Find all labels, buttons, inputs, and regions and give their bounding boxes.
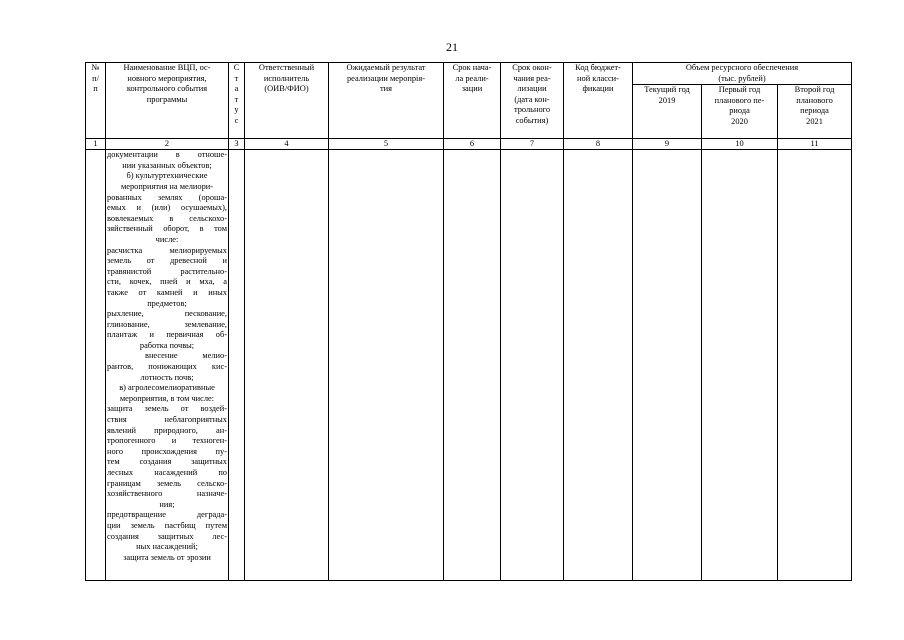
- header-line: тия: [380, 84, 392, 94]
- body-text-line: создания защитных лес-: [107, 531, 227, 541]
- header-line: зации: [461, 84, 483, 94]
- column-number: 1: [86, 139, 106, 150]
- header-number: [86, 63, 106, 139]
- body-text-line: хозяйственного назначе-: [107, 489, 227, 499]
- body-text-line: мероприятия, в том числе:: [119, 393, 215, 403]
- header-start-date: [444, 63, 501, 139]
- header-line: т: [234, 94, 239, 104]
- column-number-row: [86, 139, 852, 150]
- body-text-line: предотвращение деграда-: [107, 510, 227, 520]
- body-text-line: рантов, понижающих кис-: [107, 362, 227, 372]
- body-text-line: б) культуртехнические: [126, 171, 208, 181]
- header-executor: [245, 63, 329, 139]
- header-line: события): [515, 115, 549, 125]
- body-text-line: предметов;: [147, 298, 187, 308]
- body-text-line: ного происхождения пу-: [107, 446, 227, 456]
- body-cell-11: [778, 150, 852, 581]
- header-line: чания реа-: [513, 73, 551, 83]
- header-line: (дата кон-: [514, 94, 550, 104]
- body-text-line: вовлекаемых в сельскохо-: [107, 213, 227, 223]
- column-number: 6: [444, 139, 501, 150]
- header-line: периода: [800, 106, 829, 116]
- body-text-line: мероприятия на мелиори-: [120, 181, 214, 191]
- header-line: (тыс. рублей): [718, 73, 766, 83]
- body-text-line: защита земель от эрозии: [123, 552, 211, 562]
- body-text-line: границам земель сельско-: [107, 478, 227, 488]
- header-line: п/: [92, 73, 99, 83]
- header-line: Код бюджет-: [575, 63, 621, 72]
- column-number: 8: [564, 139, 633, 150]
- body-text-line: тропогенного и техноген-: [107, 436, 227, 446]
- body-text-line: ствия неблагоприятных: [107, 415, 227, 425]
- body-cell-7: [501, 150, 564, 581]
- page-number: 21: [446, 40, 458, 54]
- header-line: 2020: [731, 116, 748, 126]
- header-line: С: [233, 63, 240, 72]
- header-line: 2019: [658, 95, 676, 105]
- header-line: п: [93, 84, 98, 94]
- body-cell-4: [245, 150, 329, 581]
- header-line: у: [234, 105, 239, 115]
- column-number: 3: [229, 139, 245, 150]
- header-line: Текущий год: [644, 85, 690, 95]
- body-text-line: зяйственный оборот, в том: [107, 224, 227, 234]
- header-line: а: [234, 84, 239, 94]
- column-number: 7: [501, 139, 564, 150]
- header-line: Объем ресурсного обеспечения: [685, 63, 799, 72]
- body-text-line: также от камней и иных: [107, 287, 227, 297]
- body-text-line: ции земель пастбищ путем: [107, 520, 227, 530]
- header-line: риода: [729, 106, 750, 116]
- body-text-line: документации в отноше-: [107, 150, 227, 160]
- column-number: 4: [245, 139, 329, 150]
- body-cell-9: [633, 150, 702, 581]
- body-cell-8: [564, 150, 633, 581]
- header-line: ной класси-: [577, 73, 619, 83]
- column-number: 5: [329, 139, 444, 150]
- header-line: планового: [796, 95, 833, 105]
- header-year-2020: [702, 85, 778, 139]
- header-line: 2021: [806, 116, 823, 126]
- header-end-date: [501, 63, 564, 139]
- body-text-line: рыхление, пескование,: [107, 309, 227, 319]
- header-line: Срок окон-: [512, 63, 552, 72]
- header-line: реализации меропрія-: [346, 73, 426, 83]
- header-line: программы: [146, 94, 188, 104]
- body-text-line: лотность почв;: [140, 372, 194, 382]
- header-line: Второй год: [794, 85, 835, 95]
- body-text-line: лесных насаждений по: [107, 468, 227, 477]
- program-table: [85, 62, 852, 581]
- header-line: фикации: [582, 84, 614, 94]
- body-text-line: сти, кочек, пней и мха, а: [107, 277, 227, 287]
- body-cell-3: [229, 150, 245, 581]
- header-line: Ожидаемый результат: [346, 63, 426, 72]
- body-cell-1: [86, 150, 106, 581]
- header-line: планового пе-: [714, 95, 765, 105]
- body-text-line: травянистой растительно-: [107, 266, 227, 276]
- header-line: т: [234, 73, 239, 83]
- body-text-line: в) агролесомелиоративные: [119, 383, 215, 393]
- header-line: с: [234, 115, 239, 125]
- body-text-line: земель от древесной и: [107, 256, 227, 266]
- header-name: [106, 63, 229, 139]
- header-year-2019: [633, 85, 702, 139]
- header-line: Наименование ВЦП, ос-: [123, 63, 211, 72]
- header-line: лизации: [517, 84, 547, 94]
- header-line: №: [91, 63, 100, 72]
- header-expected-result: [329, 63, 444, 139]
- header-line: ла реали-: [455, 73, 489, 83]
- body-text-line: ния;: [159, 499, 175, 509]
- header-status: [229, 63, 245, 139]
- column-number: 11: [778, 139, 852, 150]
- body-cell-10: [702, 150, 778, 581]
- header-resource-group: [633, 63, 852, 85]
- header-line: Срок нача-: [452, 63, 492, 72]
- body-text-line: глинование, землевание,: [107, 319, 227, 329]
- column-number: 10: [702, 139, 778, 150]
- body-text-line: нии указанных объектов;: [122, 160, 212, 170]
- body-text-line: емых и (или) осушаемых),: [107, 203, 227, 213]
- body-text-line: явлений природного, ан-: [107, 425, 227, 435]
- body-text-line: расчистка мелиорируемых: [107, 245, 227, 255]
- column-number: 2: [106, 139, 229, 150]
- header-budget-code: [564, 63, 633, 139]
- body-cell-5: [329, 150, 444, 581]
- column-number: 9: [633, 139, 702, 150]
- body-text-line: работка почвы;: [139, 340, 195, 350]
- body-text-line: защита земель от воздей-: [107, 404, 227, 414]
- body-text-line: тем создания защитных: [107, 457, 227, 467]
- header-line: новного мероприятия,: [127, 73, 207, 83]
- body-cell-6: [444, 150, 501, 581]
- header-line: Первый год: [718, 85, 761, 95]
- header-line: трольного: [513, 105, 551, 115]
- header-line: (ОИВ/ФИО): [264, 84, 309, 94]
- body-text-line: числе:: [155, 234, 179, 244]
- header-year-2021: [778, 85, 852, 139]
- body-cell-name: [106, 150, 229, 581]
- body-text-line: ных насаждений;: [136, 542, 198, 552]
- header-line: исполнитель: [263, 73, 310, 83]
- header-line: Ответственный: [258, 63, 315, 72]
- body-text-line: плантаж и первичная об-: [107, 330, 227, 340]
- header-line: контрольного события: [126, 84, 208, 94]
- body-text-line: рованных землях (ороша-: [107, 192, 227, 202]
- body-text-line: внесение мелио-: [145, 351, 227, 361]
